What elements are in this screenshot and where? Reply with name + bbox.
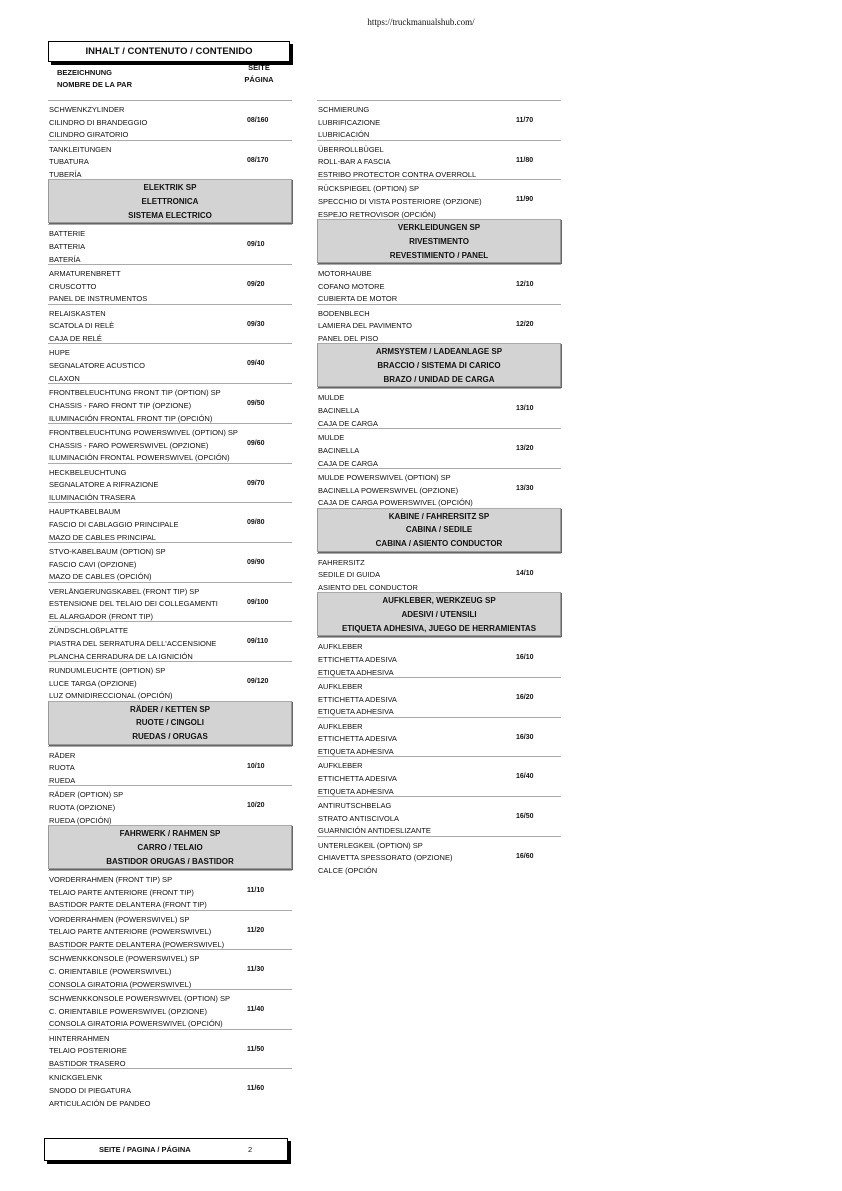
entry-name-line: SEDILE DI GUIDA	[318, 570, 381, 580]
entry-page-code: 09/60	[247, 439, 265, 447]
section-title-line: BRACCIO / SISTEMA DI CARICO	[377, 361, 501, 371]
entry-name-line: HINTERRAHMEN	[49, 1033, 110, 1043]
entry-name-line: CHIAVETTA SPESSORATO (OPZIONE)	[318, 853, 453, 863]
section-title-line: BRAZO / UNIDAD DE CARGA	[383, 375, 495, 385]
toc-entry	[48, 661, 292, 701]
toc-entry	[48, 785, 292, 825]
entry-name-line: CAJA DE CARGA POWERSWIVEL (OPCIÓN)	[318, 498, 473, 508]
entry-page-code: 12/20	[516, 320, 534, 328]
entry-name-line: ESPEJO RETROVISOR (OPCIÓN)	[318, 209, 436, 219]
entry-name-line: ETIQUETA ADHESIVA	[318, 786, 394, 796]
entry-name-line: SCHWENKZYLINDER	[49, 105, 125, 114]
entry-name-line: PLANCHA CERRADURA DE LA IGNICIÓN	[49, 651, 193, 661]
entry-name-line: ÜBERROLLBÜGEL	[318, 144, 384, 154]
entry-name-line: PANEL DE INSTRUMENTOS	[49, 294, 148, 304]
toc-entry	[317, 264, 561, 304]
toc-entry	[317, 100, 561, 140]
entry-name-line: SCHMIERUNG	[318, 105, 370, 114]
section-title-line: RIVESTIMENTO	[409, 236, 469, 246]
entry-name-line: ETTICHETTA ADESIVA	[318, 773, 397, 783]
entry-names	[49, 750, 239, 788]
entry-name-line: COFANO MOTORE	[318, 281, 385, 291]
entry-name-line: SPECCHIO DI VISTA POSTERIORE (OPZIONE)	[318, 197, 482, 207]
toc-entry	[48, 463, 292, 503]
toc-entry	[317, 756, 561, 796]
source-url: https://truckmanualshub.com/	[367, 17, 475, 27]
toc-entry	[48, 502, 292, 542]
section-title-line: AUFKLEBER, WERKZEUG SP	[382, 596, 496, 606]
entry-name-line: RUEDA	[49, 776, 76, 786]
entry-name-line: C. ORIENTABILE POWERSWIVEL (OPZIONE)	[49, 1006, 207, 1016]
entry-name-line: RÜCKSPIEGEL (OPTION) SP	[318, 184, 419, 194]
entry-name-line: SEGNALATORE ACUSTICO	[49, 361, 145, 371]
entry-name-line: ETTICHETTA ADESIVA	[318, 734, 397, 744]
entry-page-code: 13/10	[516, 405, 534, 413]
entry-names	[318, 183, 508, 221]
entry-page-code: 11/40	[247, 1006, 265, 1014]
entry-names	[49, 874, 239, 912]
section-header	[48, 825, 292, 869]
entry-names	[49, 546, 239, 584]
section-title-line: ADESIVI / UTENSILI	[401, 609, 477, 619]
entry-name-line: LUBRICACIÓN	[318, 130, 370, 140]
entry-page-code: 11/20	[247, 926, 265, 934]
entry-name-line: VERLÄNGERUNGSKABEL (FRONT TIP) SP	[49, 586, 200, 596]
entry-name-line: LAMIERA DEL PAVIMENTO	[318, 321, 412, 331]
entry-name-line: RUOTA (OPZIONE)	[49, 803, 116, 813]
entry-page-code: 09/90	[247, 558, 265, 566]
entry-page-code: 11/60	[247, 1085, 265, 1093]
entry-names	[318, 800, 508, 838]
entry-name-line: KNICKGELENK	[49, 1073, 103, 1083]
entry-page-code: 09/120	[247, 677, 269, 685]
entry-name-line: CLAXON	[49, 373, 80, 383]
page-column-header	[240, 62, 278, 86]
entry-name-line: TUBERÍA	[49, 170, 82, 180]
toc-entry	[48, 949, 292, 989]
entry-names	[318, 472, 508, 510]
name-header-line-es: NOMBRE DE LA PAR	[57, 80, 132, 89]
entry-names	[49, 387, 239, 425]
entry-name-line: HAUPTKABELBAUM	[49, 507, 121, 517]
entry-page-code: 13/20	[516, 445, 534, 453]
entry-name-line: AUFKLEBER	[318, 761, 363, 771]
entry-name-line: ASIENTO DEL CONDUCTOR	[318, 582, 418, 592]
entry-name-line: BASTIDOR PARTE DELANTERA (FRONT TIP)	[49, 900, 207, 910]
entry-names	[49, 625, 239, 663]
entry-name-line: BASTIDOR TRASERO	[49, 1059, 126, 1069]
entry-names	[318, 760, 508, 798]
page-header-line-de: SEITE	[248, 63, 270, 72]
entry-name-line: HUPE	[49, 348, 70, 358]
entry-name-line: TELAIO POSTERIORE	[49, 1046, 127, 1056]
name-column-header	[57, 67, 132, 91]
entry-name-line: SCHWENKKONSOLE POWERSWIVEL (OPTION) SP	[49, 994, 230, 1004]
entry-name-line: STRATO ANTISCIVOLA	[318, 813, 399, 823]
section-title-line: CABINA / ASIENTO CONDUCTOR	[375, 539, 503, 549]
entry-name-line: LUCE TARGA (OPZIONE)	[49, 678, 137, 688]
toc-entry	[317, 140, 561, 180]
entry-name-line: CAJA DE CARGA	[318, 418, 379, 428]
entry-name-line: SCATOLA DI RELÈ	[49, 321, 115, 331]
entry-name-line: BACINELLA	[318, 445, 360, 455]
section-header	[317, 343, 561, 387]
entry-names	[49, 1072, 239, 1110]
entry-name-line: HECKBELEUCHTUNG	[49, 467, 127, 477]
entry-name-line: SEGNALATORE A RIFRAZIONE	[49, 480, 159, 490]
toc-entry	[317, 796, 561, 836]
entry-name-line: UNTERLEGKEIL (OPTION) SP	[318, 840, 423, 850]
entry-page-code: 09/110	[247, 638, 269, 646]
section-title-line: RUEDAS / ORUGAS	[132, 732, 208, 742]
entry-page-code: 11/80	[516, 156, 534, 164]
entry-name-line: RÄDER	[49, 750, 76, 760]
entry-names	[318, 681, 508, 719]
toc-left-column	[48, 100, 292, 1108]
entry-name-line: ZÜNDSCHLOßPLATTE	[49, 626, 129, 636]
toc-entry	[48, 224, 292, 264]
toc-entry	[48, 423, 292, 463]
entry-name-line: CILINDRO DI BRANDEGGIO	[49, 117, 148, 127]
page-header-line-es: PÁGINA	[244, 75, 274, 84]
entry-name-line: C. ORIENTABILE (POWERSWIVEL)	[49, 967, 172, 977]
entry-name-line: ILUMINACIÓN TRASERA	[49, 492, 136, 502]
toc-entry	[317, 836, 561, 876]
entry-name-line: ETIQUETA ADHESIVA	[318, 746, 394, 756]
entry-names	[49, 953, 239, 991]
entry-name-line: TUBATURA	[49, 157, 89, 167]
entry-name-line: BATTERIA	[49, 242, 86, 252]
entry-name-line: ARMATURENBRETT	[49, 269, 121, 279]
entry-name-line: FRONTBELEUCHTUNG POWERSWIVEL (OPTION) SP	[49, 427, 238, 437]
entry-page-code: 09/70	[247, 479, 265, 487]
entry-name-line: FASCIO DI CABLAGGIO PRINCIPALE	[49, 519, 179, 529]
entry-name-line: ILUMINACIÓN FRONTAL POWERSWIVEL (OPCIÓN)	[49, 453, 230, 463]
entry-name-line: CUBIERTA DE MOTOR	[318, 294, 398, 304]
entry-name-line: MULDE	[318, 393, 345, 403]
entry-names	[49, 789, 239, 827]
entry-name-line: RUOTA	[49, 763, 75, 773]
entry-page-code: 09/30	[247, 320, 265, 328]
entry-page-code: 11/70	[516, 117, 534, 124]
entry-name-line: CONSOLA GIRATORIA POWERSWIVEL (OPCIÓN)	[49, 1019, 223, 1029]
entry-name-line: BATERÍA	[49, 254, 81, 264]
entry-names	[49, 144, 239, 182]
section-title-line: REVESTIMIENTO / PANEL	[389, 250, 489, 260]
entry-page-code: 13/30	[516, 484, 534, 492]
entry-name-line: ETIQUETA ADHESIVA	[318, 707, 394, 717]
entry-name-line: CAJA DE CARGA	[318, 458, 379, 468]
entry-names	[49, 228, 239, 266]
entry-name-line: MAZO DE CABLES (OPCIÓN)	[49, 572, 152, 582]
entry-name-line: RÄDER (OPTION) SP	[49, 790, 124, 800]
entry-page-code: 16/60	[516, 852, 534, 860]
entry-name-line: ETTICHETTA ADESIVA	[318, 694, 397, 704]
entry-name-line: AUFKLEBER	[318, 642, 363, 652]
entry-names	[318, 268, 508, 306]
entry-names	[318, 840, 508, 878]
toc-entry	[48, 264, 292, 304]
entry-page-code: 10/10	[247, 762, 265, 770]
entry-names	[49, 268, 239, 306]
entry-name-line: EL ALARGADOR (FRONT TIP)	[49, 611, 154, 621]
entry-name-line: CALCE (OPCIÓN	[318, 866, 378, 876]
entry-names	[49, 467, 239, 505]
entry-names	[49, 506, 239, 544]
entry-page-code: 08/170	[247, 156, 269, 164]
entry-names	[49, 427, 239, 465]
toc-entry	[48, 621, 292, 661]
toc-entry	[48, 870, 292, 910]
toc-entry	[48, 746, 292, 786]
toc-entry	[48, 304, 292, 344]
toc-entry	[48, 989, 292, 1029]
entry-page-code: 10/20	[247, 802, 265, 810]
entry-name-line: STVO-KABELBAUM (OPTION) SP	[49, 546, 166, 556]
entry-name-line: ESTRIBO PROTECTOR CONTRA OVERROLL	[318, 170, 477, 180]
entry-page-code: 11/30	[247, 966, 265, 974]
entry-name-line: ESTENSIONE DEL TELAIO DEI COLLEGAMENTI	[49, 599, 218, 609]
toc-entry	[48, 542, 292, 582]
toc-right-column	[317, 100, 561, 875]
entry-name-line: MAZO DE CABLES PRINCIPAL	[49, 532, 156, 542]
entry-name-line: FRONTBELEUCHTUNG FRONT TIP (OPTION) SP	[49, 388, 221, 398]
entry-name-line: MOTORHAUBE	[318, 269, 372, 279]
toc-entry	[317, 717, 561, 757]
entry-name-line: LUBRIFICAZIONE	[318, 117, 381, 127]
toc-entry	[317, 388, 561, 428]
entry-name-line: AUFKLEBER	[318, 721, 363, 731]
entry-page-code: 09/20	[247, 281, 265, 289]
entry-name-line: BACINELLA POWERSWIVEL (OPZIONE)	[318, 485, 459, 495]
entry-name-line: CILINDRO GIRATORIO	[49, 130, 129, 140]
entry-names	[49, 993, 239, 1031]
entry-name-line: TANKLEITUNGEN	[49, 144, 112, 154]
entry-page-code: 08/160	[247, 117, 269, 124]
entry-page-code: 09/10	[247, 241, 265, 249]
entry-name-line: RELAISKASTEN	[49, 308, 106, 318]
toc-entry	[48, 582, 292, 622]
section-title-line: ELEKTRIK SP	[143, 183, 197, 193]
entry-names	[49, 914, 239, 952]
entry-name-line: VORDERRAHMEN (FRONT TIP) SP	[49, 875, 173, 884]
entry-name-line: GUARNICIÓN ANTIDESLIZANTE	[318, 826, 431, 836]
entry-page-code: 16/10	[516, 654, 534, 662]
entry-page-code: 12/10	[516, 281, 534, 289]
entry-name-line: TELAIO PARTE ANTERIORE (POWERSWIVEL)	[49, 927, 212, 937]
entry-page-code: 09/80	[247, 519, 265, 527]
entry-page-code: 11/50	[247, 1045, 265, 1053]
entry-names	[49, 665, 239, 703]
entry-name-line: CAJA DE RELÉ	[49, 334, 102, 344]
toc-entry	[317, 304, 561, 344]
toc-entry	[317, 553, 561, 593]
footer-label: SEITE / PAGINA / PÁGINA	[99, 1145, 191, 1154]
entry-name-line: BATTERIE	[49, 229, 86, 239]
entry-names	[318, 104, 508, 142]
entry-page-code: 16/40	[516, 773, 534, 781]
toc-entry	[48, 343, 292, 383]
entry-names	[49, 1033, 239, 1071]
entry-names	[49, 586, 239, 624]
entry-name-line: TELAIO PARTE ANTERIORE (FRONT TIP)	[49, 887, 194, 897]
entry-name-line: AUFKLEBER	[318, 681, 363, 691]
section-title-line: VERKLEIDUNGEN SP	[397, 223, 481, 233]
entry-page-code: 16/30	[516, 733, 534, 741]
entry-page-code: 16/50	[516, 812, 534, 820]
entry-page-code: 09/100	[247, 598, 269, 606]
entry-page-code: 09/40	[247, 360, 265, 368]
section-title-line: CARRO / TELAIO	[137, 842, 203, 852]
toc-entry	[317, 677, 561, 717]
entry-name-line: BACINELLA	[318, 406, 360, 416]
entry-name-line: FASCIO CAVI (OPZIONE)	[49, 559, 137, 569]
section-header	[48, 701, 292, 745]
entry-name-line: SNODO DI PIEGATURA	[49, 1086, 131, 1096]
entry-name-line: ETTICHETTA ADESIVA	[318, 654, 397, 664]
toc-entry	[48, 1068, 292, 1108]
entry-names	[49, 308, 239, 346]
entry-names	[318, 392, 508, 430]
toc-entry	[317, 428, 561, 468]
entry-names	[318, 721, 508, 759]
section-title-line: ELETTRONICA	[141, 197, 199, 207]
toc-entry	[48, 910, 292, 950]
entry-page-code: 09/50	[247, 400, 265, 408]
entry-name-line: CONSOLA GIRATORIA (POWERSWIVEL)	[49, 979, 192, 989]
entry-name-line: PIASTRA DEL SERRATURA DELL'ACCENSIONE	[49, 638, 217, 648]
section-header	[48, 179, 292, 223]
entry-name-line: CHASSIS - FARO FRONT TIP (OPZIONE)	[49, 400, 192, 410]
page-footer	[44, 1138, 288, 1161]
entry-page-code: 16/20	[516, 693, 534, 701]
entry-name-line: RUNDUMLEUCHTE (OPTION) SP	[49, 665, 166, 675]
section-title-line: ARMSYSTEM / LADEANLAGE SP	[375, 347, 503, 357]
section-title-line: ETIQUETA ADHESIVA, JUEGO DE HERRAMIENTAS	[341, 623, 537, 633]
entry-name-line: CHASSIS - FARO POWERSWIVEL (OPZIONE)	[49, 440, 209, 450]
contents-title: INHALT / CONTENUTO / CONTENIDO	[48, 41, 290, 62]
entry-name-line: RUEDA (OPCIÓN)	[49, 815, 112, 825]
entry-name-line: ROLL-BAR A FASCIA	[318, 157, 391, 167]
entry-name-line: MULDE	[318, 433, 345, 443]
toc-entry	[48, 140, 292, 180]
toc-entry	[48, 1029, 292, 1069]
entry-page-code: 14/10	[516, 569, 534, 577]
section-title-line: FAHRWERK / RAHMEN SP	[119, 829, 221, 838]
name-header-line-de: BEZEICHNUNG	[57, 68, 113, 77]
section-title-line: CABINA / SEDILE	[405, 525, 473, 535]
entry-names	[49, 347, 239, 385]
section-header	[317, 219, 561, 263]
section-title-line: SISTEMA ELECTRICO	[128, 210, 212, 220]
entry-names	[49, 104, 239, 142]
entry-name-line: SCHWENKKONSOLE (POWERSWIVEL) SP	[49, 954, 200, 964]
section-title-line: BASTIDOR ORUGAS / BASTIDOR	[106, 856, 234, 866]
section-title-line: RÄDER / KETTEN SP	[129, 704, 210, 714]
toc-entry	[317, 468, 561, 508]
section-header	[317, 592, 561, 636]
entry-name-line: ARTICULACIÓN DE PANDEO	[49, 1098, 151, 1108]
entry-names	[318, 432, 508, 470]
section-title-line: KABINE / FAHRERSITZ SP	[388, 511, 490, 521]
entry-name-line: BASTIDOR PARTE DELANTERA (POWERSWIVEL)	[49, 940, 225, 950]
entry-name-line: MULDE POWERSWIVEL (OPTION) SP	[318, 472, 451, 482]
entry-page-code: 11/10	[247, 887, 265, 894]
toc-entry	[317, 179, 561, 219]
entry-names	[318, 308, 508, 346]
entry-name-line: PANEL DEL PISO	[318, 334, 379, 344]
entry-name-line: BODENBLECH	[318, 308, 370, 318]
entry-name-line: LUZ OMNIDIRECCIONAL (OPCIÓN)	[49, 691, 173, 701]
entry-names	[318, 641, 508, 679]
toc-entry	[48, 383, 292, 423]
section-title-line: RUOTE / CINGOLI	[136, 718, 204, 728]
entry-name-line: VORDERRAHMEN (POWERSWIVEL) SP	[49, 914, 190, 924]
section-header	[317, 508, 561, 552]
page-number: 2	[248, 1145, 253, 1154]
toc-entry	[317, 637, 561, 677]
entry-names	[318, 144, 508, 182]
entry-name-line: CRUSCOTTO	[49, 281, 97, 291]
toc-entry	[48, 100, 292, 140]
entry-page-code: 11/90	[516, 196, 534, 204]
entry-names	[318, 557, 508, 595]
entry-name-line: FAHRERSITZ	[318, 557, 365, 567]
entry-name-line: ANTIRUTSCHBELAG	[318, 800, 392, 810]
entry-name-line: ILUMINACIÓN FRONTAL FRONT TIP (OPCIÓN)	[49, 413, 213, 423]
entry-name-line: ETIQUETA ADHESIVA	[318, 667, 394, 677]
